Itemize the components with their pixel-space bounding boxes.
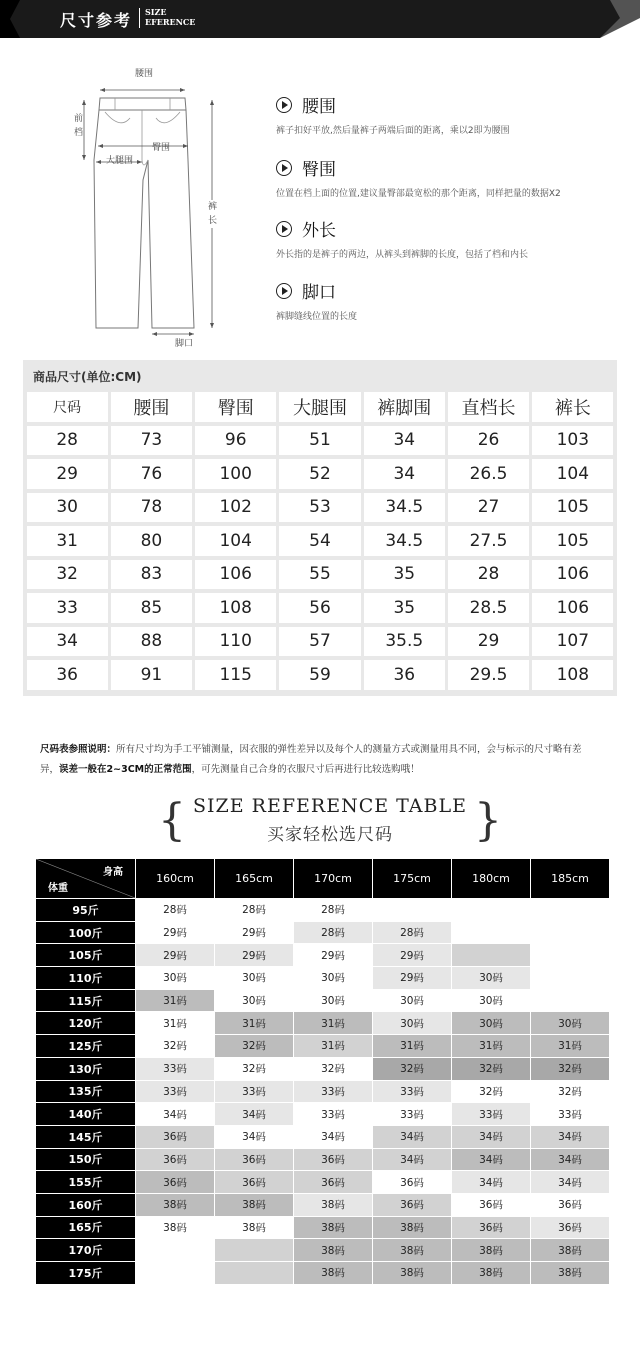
reference-cell: 38码 <box>215 1216 294 1239</box>
reference-cell: 31码 <box>136 989 215 1012</box>
reference-cell: 28码 <box>294 899 373 922</box>
height-header: 185cm <box>531 859 610 899</box>
diagram-label-front-rise: 前档 <box>74 114 84 138</box>
reference-cell: 32码 <box>531 1057 610 1080</box>
size-table-cell: 28.5 <box>448 593 529 623</box>
reference-cell: 32码 <box>452 1080 531 1103</box>
reference-cell: 31码 <box>294 1012 373 1035</box>
size-table-cell: 73 <box>111 426 192 456</box>
reference-cell: 36码 <box>452 1193 531 1216</box>
reference-table <box>35 858 610 1285</box>
reference-row <box>36 1239 610 1262</box>
size-table-row <box>25 457 615 491</box>
size-table-cell: 35.5 <box>364 627 445 657</box>
size-table-grid <box>25 390 615 692</box>
reference-cell: 29码 <box>136 921 215 944</box>
weight-label: 175斤 <box>36 1262 136 1285</box>
reference-cell <box>531 944 610 967</box>
size-table-cell: 105 <box>532 526 613 556</box>
corner-weight-label: 体重 <box>48 883 68 894</box>
reference-cell: 33码 <box>531 1103 610 1126</box>
reference-cell: 34码 <box>294 1125 373 1148</box>
size-table-cell: 29 <box>448 627 529 657</box>
reference-cell: 28码 <box>373 921 452 944</box>
reference-cell: 36码 <box>136 1148 215 1171</box>
diagram-label-hem: 脚口 <box>175 339 194 349</box>
size-table-cell: 35 <box>364 560 445 590</box>
reference-row <box>36 944 610 967</box>
reference-cell: 31码 <box>373 1035 452 1058</box>
reference-cell: 31码 <box>531 1035 610 1058</box>
height-header: 175cm <box>373 859 452 899</box>
reference-cell: 33码 <box>136 1080 215 1103</box>
size-table-cell: 59 <box>279 660 360 690</box>
diagram-label-waist: 腰围 <box>135 69 154 79</box>
reference-cell <box>452 921 531 944</box>
reference-cell: 29码 <box>215 921 294 944</box>
reference-cell: 38码 <box>531 1239 610 1262</box>
brace-left-icon: { <box>158 795 186 846</box>
size-table-header-row <box>25 390 615 424</box>
reference-cell: 38码 <box>373 1239 452 1262</box>
banner-english <box>145 7 195 27</box>
banner-english-line2: EFERENCE <box>145 17 196 27</box>
reference-cell: 31码 <box>294 1035 373 1058</box>
pants-diagram <box>60 70 250 360</box>
height-header: 180cm <box>452 859 531 899</box>
size-table-cell: 33 <box>27 593 108 623</box>
reference-table-body <box>36 899 610 1285</box>
reference-cell: 28码 <box>294 921 373 944</box>
reference-row <box>36 1148 610 1171</box>
measure-title: 外长 <box>302 221 336 241</box>
reference-cell: 30码 <box>373 989 452 1012</box>
size-table-cell: 34 <box>364 426 445 456</box>
reference-cell: 32码 <box>215 1035 294 1058</box>
weight-label: 95斤 <box>36 899 136 922</box>
reference-cell: 38码 <box>294 1193 373 1216</box>
reference-cell: 34码 <box>452 1125 531 1148</box>
pants-outline-icon <box>60 70 250 360</box>
reference-row <box>36 1216 610 1239</box>
measure-hip <box>276 155 561 199</box>
reference-cell <box>531 921 610 944</box>
reference-cell: 32码 <box>136 1035 215 1058</box>
reference-cell: 34码 <box>373 1125 452 1148</box>
reference-cell: 32码 <box>294 1057 373 1080</box>
reference-row <box>36 989 610 1012</box>
reference-cell: 31码 <box>136 1012 215 1035</box>
reference-cell: 33码 <box>373 1103 452 1126</box>
reference-row <box>36 967 610 990</box>
banner-title: 尺寸参考 <box>60 11 133 30</box>
note-text-1: 所有尺寸均为手工平铺测量，因衣服的弹性差异以及每个人的测量方式或测量用具不同，会与标示的尺寸略有差异， <box>40 744 582 775</box>
size-table-cell: 100 <box>195 459 276 489</box>
reference-cell: 32码 <box>215 1057 294 1080</box>
reference-cell <box>531 989 610 1012</box>
size-table-cell: 106 <box>532 593 613 623</box>
weight-label: 100斤 <box>36 921 136 944</box>
reference-row <box>36 921 610 944</box>
reference-cell: 38码 <box>531 1262 610 1285</box>
play-icon <box>276 221 292 237</box>
reference-cell: 28码 <box>136 899 215 922</box>
size-table-cell: 26.5 <box>448 459 529 489</box>
play-icon <box>276 283 292 299</box>
reference-cell <box>136 1239 215 1262</box>
size-table-cell: 85 <box>111 593 192 623</box>
weight-label: 130斤 <box>36 1057 136 1080</box>
size-table-cell: 53 <box>279 493 360 523</box>
reference-cell: 30码 <box>531 1012 610 1035</box>
height-header: 160cm <box>136 859 215 899</box>
reference-cell: 33码 <box>215 1080 294 1103</box>
size-table-cell: 26 <box>448 426 529 456</box>
size-table-cell: 36 <box>27 660 108 690</box>
size-table-cell: 88 <box>111 627 192 657</box>
size-table-cell: 32 <box>27 560 108 590</box>
play-icon <box>276 160 292 176</box>
weight-label: 170斤 <box>36 1239 136 1262</box>
size-table-cell: 55 <box>279 560 360 590</box>
reference-cell <box>136 1262 215 1285</box>
size-table-cell: 29 <box>27 459 108 489</box>
size-table-cell: 104 <box>195 526 276 556</box>
reference-cell: 32码 <box>373 1057 452 1080</box>
size-table-cell: 103 <box>532 426 613 456</box>
reference-cell: 30码 <box>294 967 373 990</box>
size-table-cell: 35 <box>364 593 445 623</box>
reference-cell: 29码 <box>215 944 294 967</box>
size-table-cell: 110 <box>195 627 276 657</box>
size-table-cell: 105 <box>532 493 613 523</box>
reference-cell: 32码 <box>531 1080 610 1103</box>
reference-cell: 30码 <box>136 967 215 990</box>
reference-title-en: SIZE REFERENCE TABLE <box>193 795 467 817</box>
reference-row <box>36 1035 610 1058</box>
reference-row <box>36 1057 610 1080</box>
reference-cell: 29码 <box>373 967 452 990</box>
diagram-label-hip: 臀围 <box>152 143 171 153</box>
reference-cell: 34码 <box>373 1148 452 1171</box>
size-table-cell: 78 <box>111 493 192 523</box>
header-cell: 裤脚围 <box>364 392 445 422</box>
reference-cell: 38码 <box>215 1193 294 1216</box>
reference-cell: 38码 <box>452 1239 531 1262</box>
size-table-cell: 51 <box>279 426 360 456</box>
size-table-cell: 34 <box>27 627 108 657</box>
reference-cell: 30码 <box>373 1012 452 1035</box>
size-table-cell: 57 <box>279 627 360 657</box>
weight-label: 165斤 <box>36 1216 136 1239</box>
size-table-cell: 34.5 <box>364 526 445 556</box>
reference-cell: 33码 <box>294 1080 373 1103</box>
measure-waist <box>276 92 510 136</box>
note-label: 尺码表参照说明： <box>40 744 117 755</box>
reference-cell: 29码 <box>373 944 452 967</box>
weight-label: 140斤 <box>36 1103 136 1126</box>
reference-cell: 30码 <box>215 967 294 990</box>
brace-right-icon: } <box>474 795 502 846</box>
reference-row <box>36 1125 610 1148</box>
reference-cell: 33码 <box>294 1103 373 1126</box>
reference-row <box>36 1080 610 1103</box>
reference-row <box>36 1171 610 1194</box>
size-table-cell: 54 <box>279 526 360 556</box>
measure-title: 脚口 <box>302 283 336 303</box>
reference-cell: 38码 <box>294 1239 373 1262</box>
size-table-cell: 106 <box>532 560 613 590</box>
weight-label: 120斤 <box>36 1012 136 1035</box>
reference-cell: 30码 <box>452 967 531 990</box>
size-table-row <box>25 424 615 458</box>
height-header: 165cm <box>215 859 294 899</box>
reference-cell: 31码 <box>215 1012 294 1035</box>
reference-cell: 38码 <box>373 1262 452 1285</box>
header-cell: 尺码 <box>27 392 108 422</box>
reference-cell <box>531 899 610 922</box>
reference-title <box>160 795 500 851</box>
measure-desc: 外长指的是裤子的两边，从裤头到裤脚的长度，包括了档和内长 <box>276 250 529 260</box>
size-table-cell: 96 <box>195 426 276 456</box>
weight-label: 125斤 <box>36 1035 136 1058</box>
reference-cell: 36码 <box>215 1148 294 1171</box>
reference-header-row <box>36 859 610 899</box>
reference-cell: 30码 <box>294 989 373 1012</box>
note-text-2: ，可先测量自己合身的衣服尺寸后再进行比较选购哦！ <box>191 764 420 775</box>
weight-label: 105斤 <box>36 944 136 967</box>
size-table-cell: 76 <box>111 459 192 489</box>
size-note <box>40 740 600 780</box>
size-table-cell: 106 <box>195 560 276 590</box>
reference-cell: 34码 <box>215 1103 294 1126</box>
reference-cell: 34码 <box>452 1171 531 1194</box>
measure-desc: 裤子扣好平放,然后量裤子两端后面的距离，乘以2即为腰围 <box>276 126 510 136</box>
reference-row <box>36 1193 610 1216</box>
reference-cell: 36码 <box>373 1171 452 1194</box>
weight-label: 160斤 <box>36 1193 136 1216</box>
size-table-row <box>25 625 615 659</box>
reference-cell <box>452 899 531 922</box>
size-table-cell: 34.5 <box>364 493 445 523</box>
reference-cell: 30码 <box>215 989 294 1012</box>
header-cell: 大腿围 <box>279 392 360 422</box>
reference-cell: 32码 <box>452 1057 531 1080</box>
weight-label: 135斤 <box>36 1080 136 1103</box>
weight-label: 145斤 <box>36 1125 136 1148</box>
reference-cell: 38码 <box>452 1262 531 1285</box>
header-banner <box>0 0 640 38</box>
reference-cell: 38码 <box>373 1216 452 1239</box>
reference-cell: 31码 <box>452 1035 531 1058</box>
reference-cell: 38码 <box>136 1193 215 1216</box>
reference-cell: 36码 <box>294 1148 373 1171</box>
size-table-cell: 91 <box>111 660 192 690</box>
size-table-cell: 108 <box>532 660 613 690</box>
size-table-cell: 27 <box>448 493 529 523</box>
size-table-cell: 34 <box>364 459 445 489</box>
header-cell: 裤长 <box>532 392 613 422</box>
measure-desc: 裤脚缝线位置的长度 <box>276 312 358 322</box>
corner-height-label: 身高 <box>103 867 123 878</box>
reference-cell: 36码 <box>452 1216 531 1239</box>
header-cell: 腰围 <box>111 392 192 422</box>
banner-separator <box>139 8 140 28</box>
reference-cell: 36码 <box>531 1216 610 1239</box>
reference-cell: 36码 <box>294 1171 373 1194</box>
reference-cell: 30码 <box>452 989 531 1012</box>
size-table-cell: 28 <box>448 560 529 590</box>
reference-corner <box>36 859 136 899</box>
reference-cell: 34码 <box>215 1125 294 1148</box>
banner-english-line1: SIZE <box>145 7 167 17</box>
play-icon <box>276 97 292 113</box>
reference-cell: 38码 <box>294 1216 373 1239</box>
weight-label: 150斤 <box>36 1148 136 1171</box>
reference-cell: 38码 <box>136 1216 215 1239</box>
measure-title: 臀围 <box>302 160 336 180</box>
header-cell: 直档长 <box>448 392 529 422</box>
measure-outseam <box>276 216 528 260</box>
size-table-row <box>25 558 615 592</box>
reference-row <box>36 1103 610 1126</box>
weight-label: 155斤 <box>36 1171 136 1194</box>
reference-row <box>36 1262 610 1285</box>
weight-label: 115斤 <box>36 989 136 1012</box>
reference-row <box>36 899 610 922</box>
measure-hem <box>276 278 357 322</box>
reference-title-cn: 买家轻松选尺码 <box>267 825 393 845</box>
diagram-label-length: 裤长 <box>208 202 218 226</box>
weight-label: 110斤 <box>36 967 136 990</box>
reference-cell: 30码 <box>452 1012 531 1035</box>
height-header: 170cm <box>294 859 373 899</box>
header-cell: 臀围 <box>195 392 276 422</box>
reference-cell: 28码 <box>215 899 294 922</box>
size-table-cell: 27.5 <box>448 526 529 556</box>
size-table <box>23 360 617 696</box>
size-table-caption: 商品尺寸(单位:CM) <box>33 370 142 384</box>
size-table-row <box>25 524 615 558</box>
size-table-cell: 104 <box>532 459 613 489</box>
reference-cell: 29码 <box>136 944 215 967</box>
measure-desc: 位置在档上面的位置,建议量臀部最宽松的那个距离，同样把量的数据X2 <box>276 189 561 199</box>
reference-cell: 34码 <box>531 1148 610 1171</box>
reference-cell: 36码 <box>373 1193 452 1216</box>
reference-cell: 36码 <box>136 1171 215 1194</box>
size-table-cell: 56 <box>279 593 360 623</box>
reference-cell <box>531 967 610 990</box>
size-table-cell: 107 <box>532 627 613 657</box>
reference-cell: 29码 <box>294 944 373 967</box>
size-table-cell: 52 <box>279 459 360 489</box>
size-table-row <box>25 591 615 625</box>
reference-cell: 33码 <box>136 1057 215 1080</box>
reference-cell: 36码 <box>136 1125 215 1148</box>
size-table-cell: 83 <box>111 560 192 590</box>
note-bold: 误差一般在2~3CM的正常范围 <box>59 764 192 775</box>
size-table-row <box>25 658 615 692</box>
reference-cell: 34码 <box>531 1171 610 1194</box>
reference-cell <box>215 1262 294 1285</box>
size-table-cell: 29.5 <box>448 660 529 690</box>
size-table-cell: 108 <box>195 593 276 623</box>
reference-cell <box>373 899 452 922</box>
reference-cell <box>452 944 531 967</box>
reference-cell <box>215 1239 294 1262</box>
reference-cell: 36码 <box>531 1193 610 1216</box>
reference-cell: 34码 <box>531 1125 610 1148</box>
size-table-cell: 102 <box>195 493 276 523</box>
reference-cell: 34码 <box>452 1148 531 1171</box>
size-table-cell: 80 <box>111 526 192 556</box>
size-table-cell: 28 <box>27 426 108 456</box>
size-table-cell: 31 <box>27 526 108 556</box>
measure-title: 腰围 <box>302 97 336 117</box>
size-table-cell: 30 <box>27 493 108 523</box>
reference-row <box>36 1012 610 1035</box>
size-table-cell: 115 <box>195 660 276 690</box>
reference-cell: 33码 <box>373 1080 452 1103</box>
diagram-label-thigh: 大腿围 <box>106 156 134 166</box>
reference-cell: 34码 <box>136 1103 215 1126</box>
reference-cell: 33码 <box>452 1103 531 1126</box>
reference-cell: 36码 <box>215 1171 294 1194</box>
reference-cell: 38码 <box>294 1262 373 1285</box>
size-table-row <box>25 491 615 525</box>
size-table-cell: 36 <box>364 660 445 690</box>
